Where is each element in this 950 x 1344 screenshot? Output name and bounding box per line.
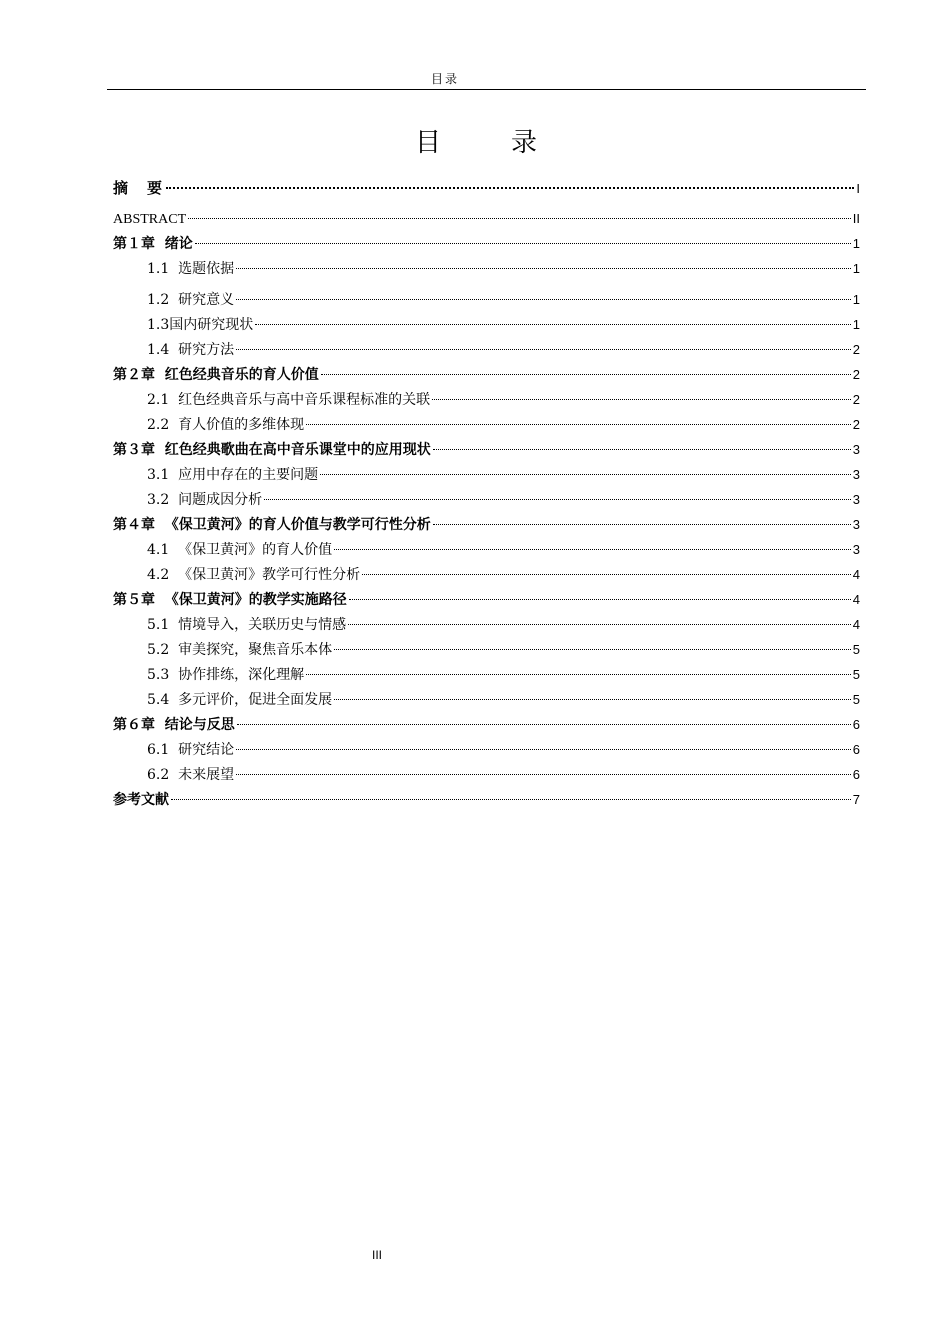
toc-entry-title: 第６章 结论与反思	[113, 717, 235, 733]
toc-dot-leader	[236, 774, 851, 775]
toc-section-entry[interactable]	[147, 415, 860, 435]
toc-chapter-entry[interactable]	[113, 715, 860, 735]
toc-section-entry[interactable]	[147, 540, 860, 560]
toc-dot-leader	[334, 549, 851, 550]
toc-page-number: 7	[852, 792, 860, 807]
toc-entry-title: 1.4 研究方法	[147, 342, 235, 358]
running-header: 目录	[430, 72, 459, 86]
toc-section-entry[interactable]	[147, 665, 860, 685]
toc-dot-leader	[236, 299, 851, 300]
toc-entry-title: 5.4 多元评价，促进全面发展	[147, 692, 333, 708]
toc-page-number: 5	[852, 667, 860, 682]
toc-entry-title: 6.1 研究结论	[147, 742, 235, 758]
page-title: 目 录	[414, 128, 559, 158]
toc-page-number: 1	[852, 236, 860, 251]
toc-dot-leader	[255, 324, 851, 325]
toc-page-number: 3	[852, 442, 860, 457]
toc-entry-title: 5.2 审美探究，聚焦音乐本体	[147, 642, 333, 658]
toc-page-number: 3	[852, 542, 860, 557]
toc-page-number: II	[852, 211, 860, 226]
toc-dot-leader	[166, 187, 854, 189]
toc-page-number: 2	[852, 417, 860, 432]
toc-entry-title: 5.3 协作排练，深化理解	[147, 667, 305, 683]
toc-page-number: 2	[852, 367, 860, 382]
toc-entry-title: 4.1 《保卫黄河》的育人价值	[147, 542, 333, 558]
toc-dot-leader	[195, 243, 851, 244]
toc-entry-title: 第５章 《保卫黄河》的教学实施路径	[113, 592, 347, 608]
toc-page-number: 3	[852, 467, 860, 482]
toc-section-entry[interactable]	[147, 690, 860, 710]
toc-section-entry[interactable]	[147, 315, 860, 335]
toc-page-number: 3	[852, 492, 860, 507]
toc-dot-leader	[320, 474, 851, 475]
toc-chapter-entry[interactable]	[113, 515, 860, 535]
toc-entry-title: 第２章 红色经典音乐的育人价值	[113, 367, 319, 383]
toc-entry-title: 第１章 绪论	[113, 236, 193, 252]
toc-page-number: 5	[852, 642, 860, 657]
toc-entry-title: 2.1 红色经典音乐与高中音乐课程标准的关联	[147, 392, 431, 408]
toc-entry-title: 摘 要	[113, 179, 165, 197]
page-number: III	[371, 1248, 382, 1262]
toc-page-number: 1	[852, 261, 860, 276]
toc-section-entry[interactable]	[147, 565, 860, 585]
toc-entry-title: 1.2 研究意义	[147, 292, 235, 308]
toc-section-entry[interactable]	[147, 490, 860, 510]
toc-entry-title: 3.2 问题成因分析	[147, 492, 263, 508]
toc-page-number: 4	[852, 567, 860, 582]
toc-dot-leader	[334, 649, 851, 650]
toc-dot-leader	[236, 268, 851, 269]
toc-entry-title: 第３章 红色经典歌曲在高中音乐课堂中的应用现状	[113, 442, 431, 458]
toc-page-number: 6	[852, 742, 860, 757]
toc-section-entry[interactable]	[147, 640, 860, 660]
toc-page-number: 1	[852, 292, 860, 307]
toc-page-number: 6	[852, 767, 860, 782]
toc-dot-leader	[432, 399, 851, 400]
toc-entry-title: ABSTRACT	[113, 212, 187, 227]
toc-page-number: 2	[852, 342, 860, 357]
toc-dot-leader	[334, 699, 851, 700]
toc-entry-title: 2.2 育人价值的多维体现	[147, 417, 305, 433]
toc-page-number: 5	[852, 692, 860, 707]
toc-dot-leader	[171, 799, 851, 800]
toc-page-number: 4	[852, 592, 860, 607]
toc-dot-leader	[433, 449, 851, 450]
toc-dot-leader	[264, 499, 851, 500]
toc-page-number: 4	[852, 617, 860, 632]
toc-entry-title: 3.1 应用中存在的主要问题	[147, 467, 319, 483]
toc-section-entry[interactable]	[147, 465, 860, 485]
toc-chapter-entry[interactable]	[113, 178, 860, 198]
toc-section-entry[interactable]	[147, 740, 860, 760]
toc-chapter-entry[interactable]	[113, 234, 860, 254]
toc-dot-leader	[188, 218, 851, 219]
toc-chapter-entry[interactable]	[113, 590, 860, 610]
toc-dot-leader	[237, 724, 851, 725]
toc-entry-title: 6.2 未来展望	[147, 767, 235, 783]
toc-entry-title: 4.2 《保卫黄河》教学可行性分析	[147, 567, 361, 583]
toc-dot-leader	[349, 599, 851, 600]
toc-chapter-entry[interactable]	[113, 790, 860, 810]
toc-entry-title: 参考文献	[113, 792, 169, 808]
toc-dot-leader	[306, 424, 851, 425]
toc-section-entry[interactable]	[147, 259, 860, 279]
toc-page-number: I	[856, 181, 860, 196]
toc-page-number: 6	[852, 717, 860, 732]
toc-entry-title: 1.3国内研究现状	[147, 317, 254, 333]
toc-section-entry[interactable]	[147, 615, 860, 635]
toc-chapter-entry[interactable]	[113, 440, 860, 460]
toc-entry-title: 5.1 情境导入，关联历史与情感	[147, 617, 347, 633]
toc-dot-leader	[433, 524, 851, 525]
table-of-contents	[113, 0, 860, 820]
toc-entry-title: 第４章 《保卫黄河》的育人价值与教学可行性分析	[113, 517, 431, 533]
toc-page-number: 3	[852, 517, 860, 532]
toc-entry-title: 1.1 选题依据	[147, 261, 235, 277]
toc-dot-leader	[236, 349, 851, 350]
toc-page-number: 2	[852, 392, 860, 407]
toc-chapter-entry[interactable]	[113, 365, 860, 385]
toc-dot-leader	[236, 749, 851, 750]
toc-dot-leader	[321, 374, 851, 375]
toc-section-entry[interactable]	[147, 290, 860, 310]
toc-dot-leader	[348, 624, 851, 625]
toc-section-entry[interactable]	[147, 340, 860, 360]
toc-chapter-entry[interactable]	[113, 209, 860, 229]
toc-page-number: 1	[852, 317, 860, 332]
toc-section-entry[interactable]	[147, 765, 860, 785]
toc-section-entry[interactable]	[147, 390, 860, 410]
toc-dot-leader	[362, 574, 851, 575]
toc-dot-leader	[306, 674, 851, 675]
